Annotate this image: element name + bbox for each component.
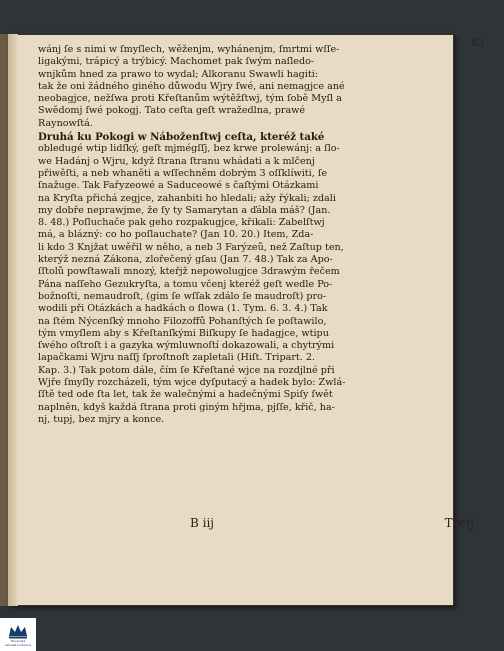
text-line: na ſtém Nýcenſký mnoho Filozoffů Pohanſtých ſe poſtawilo, bbox=[38, 315, 327, 327]
text-line: kterýž nezná Zákona, zlořečený gſau (Jan 7. 48.) Tak za Apo- bbox=[38, 254, 333, 266]
text-line: neobagjce, nežſwa proti Křeſtanům wýtěžſtwj, tým ſobě Myſl a bbox=[38, 93, 342, 105]
text-line: 8. 48.) Poſluchače pak geho rozpakugjce, křikali: Zabelſtwj bbox=[38, 217, 325, 229]
text-line: we Hadánj o Wjru, když ſtrana ſtranu whádati a k mlčenj bbox=[38, 155, 315, 167]
catchword: Třetj bbox=[444, 516, 474, 530]
text-line: ſſtě ted ode ſta let, tak že walečnými a hadečnými Spiſy ſwět bbox=[38, 389, 333, 401]
text-line: obledugé wtip lidſký, geſt mjmégſſj, bez krwe prolewánj: a ſlo- bbox=[38, 143, 340, 155]
text-line: ſnažuge. Tak Fařyzeowé a Saduceowé s čaſtými Otázkami bbox=[38, 180, 319, 192]
text-line: tak že oni žádného giného důwodu Wjry ſwé, ani nemagjce ané bbox=[38, 80, 345, 92]
text-line: božnoſti, nemaudroſt, (gim ſe wſſak zdálo ſe maudroſt) pro- bbox=[38, 290, 327, 302]
text-line: Druhá ku Pokogi w Náboženſtwj ceſta, kteréž také bbox=[38, 131, 325, 144]
logo-caption-1: Moravská bbox=[10, 639, 26, 644]
text-line: wodili při Otázkách a hadkách o ſlowa (1. Tym. 6. 3. 4.) Tak bbox=[38, 303, 328, 315]
text-line: wánj ſe s nimi w ſmyſlech, wěženjm, wyhánenjm, ſmrtmi wſſe- bbox=[38, 44, 340, 55]
text-line: Pána naſſeho Gezukryſta, a tomu včenj kteréž geſt wedle Po- bbox=[38, 278, 333, 290]
text-line: přiwěſti, a neb whaněti a wſſechněm dobrým 3 oſſklíwiti, ſe bbox=[38, 167, 328, 179]
text-line: naplněn, kdyš každá ſtrana proti giným hřjma, pjſſe, křič, ha- bbox=[38, 401, 335, 413]
text-line: tým vmyſlem aby s Křeſtanſkými Biſkupy ſe hadagjce, wtipu bbox=[38, 327, 329, 339]
crown-icon bbox=[7, 622, 29, 640]
page-number: 83 bbox=[471, 38, 484, 49]
book-spine bbox=[0, 34, 8, 606]
text-line: nj, tupj, bez mjry a konce. bbox=[38, 413, 165, 425]
text-line: my dobře neprawjme, že ſy ty Samarytan a ďábla máš? (Jan. bbox=[38, 204, 331, 216]
text-line: na Kryſta přichá zegjce, zahanbiti ho hledali; ažy řýkali; zdali bbox=[38, 192, 336, 204]
text-line: ſſtolů powſtawali mnozý, kteřjž nepowolugjce 3drawým řečem bbox=[38, 266, 340, 278]
text-line: ſwého oſtroſt i a gazyka wýmluwnoſtí dokazowali, a chytrými bbox=[38, 340, 335, 352]
library-logo bbox=[0, 618, 36, 651]
text-line: li kdo 3 Knjžat uwěřil w něho, a neb 3 Farýzeů, než Zaſtup ten, bbox=[38, 241, 344, 253]
text-line: Swědomj ſwé pokogj. Tato ceſta geſt wražedlna, prawé bbox=[38, 105, 306, 117]
text-line: Kap. 3.) Tak potom dále, čím ſe Křeſtané wjce na rozdjlné při bbox=[38, 364, 335, 376]
text-line: ligakými, trápicý a trýbicý. Machomet pak ſwým naſledo- bbox=[38, 56, 315, 68]
text-line: Raynowſtá. bbox=[38, 117, 93, 129]
text-line: lapačkami Wjru naſſj ſproſtnoſt zapletali (Hiſt. Tripart. 2. bbox=[38, 352, 316, 364]
page-text bbox=[38, 44, 436, 426]
logo-caption-2: zemská knihovna bbox=[4, 642, 32, 647]
page-gutter bbox=[8, 34, 18, 606]
signature-mark: B iij bbox=[190, 516, 215, 530]
text-line: má, a blázný: co ho poſlauchate? (Jan 10. 20.) Item, Zda- bbox=[38, 229, 314, 241]
text-line: wnjkům hned za prawo to wydal; Alkoranu Swawli hagiti: bbox=[38, 68, 319, 80]
text-line: Wjře ſmyſly rozcházeli, tým wjce dyſputacý a hadek bylo: Zwlá- bbox=[38, 377, 346, 389]
